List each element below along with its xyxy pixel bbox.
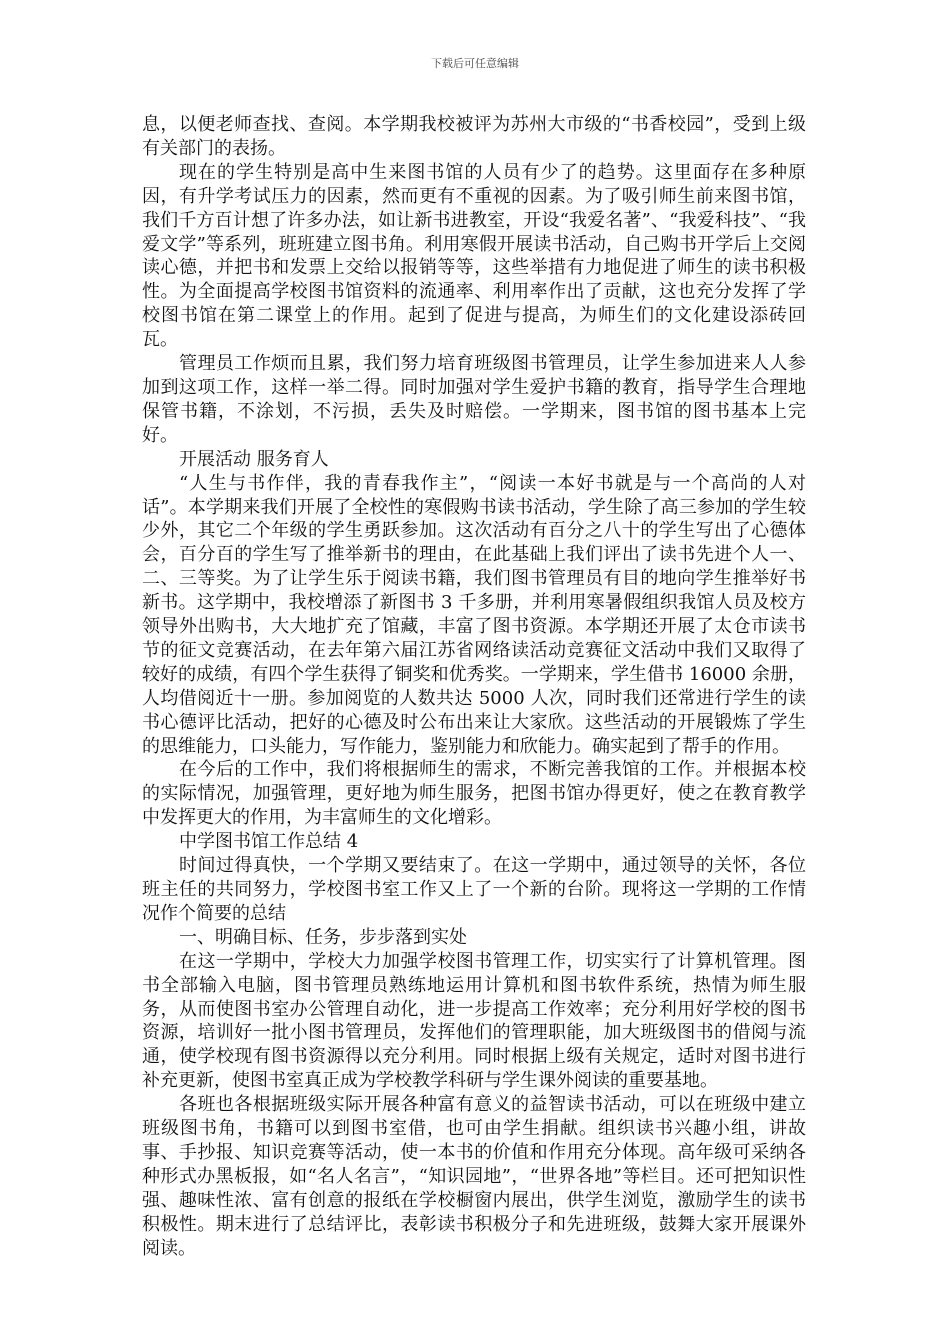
document-body [142,113,806,1261]
section-heading-activities: 开展活动 服务育人 [179,448,329,470]
paragraph-3: 管理员工作烦而且累，我们努力培育班级图书管理员，让学生参加进来人人参加到这项工作，这样一举二得。同时加强对学生爱护书籍的教育，指导学生合理地保管书籍，不涂划，不污损，丢失及时赔偿。一学期来，图书馆的图书基本上完好。 [142,353,806,446]
paragraph-7: 在这一学期中，学校大力加强学校图书管理工作，切实实行了计算机管理。图书全部输入电脑，图书管理员熟练地运用计算机和图书软件系统，热情为师生服务，从而使图书室办公管理自动化，进一步提高工作效率；充分利用好学校的图书资源，培训好一批小图书管理员，发挥他们的管理职能，加大班级图书的借阅与流通，使学校现有图书资源得以充分利用。同时根据上级有关规定，适时对图书进行补充更新，使图书室真正成为学校教学科研与学生课外阅读的重要基地。 [142,950,806,1092]
paragraph-6: 时间过得真快，一个学期又要结束了。在这一学期中，通过领导的关怀，各位班主任的共同努力，学校图书室工作又上了一个新的台阶。现将这一学期的工作情况作个简要的总结 [142,855,806,924]
paragraph-5: 在今后的工作中，我们将根据师生的需求，不断完善我馆的工作。并根据本校的实际情况，加强管理，更好地为师生服务，把图书馆办得更好，使之在教育教学中发挥更大的作用，为丰富师生的文化增彩。 [142,759,806,829]
paragraph-8: 各班也各根据班级实际开展各种富有意义的益智读书活动，可以在班级中建立班级图书角，书籍可以到图书室借，也可由学生捐献。组织读书兴趣小组，讲故事、手抄报、知识竞赛等活动，使一本书的价值和作用充分体现。高年级可采纳各种形式办黑板报，如“名人名言”，“知识园地”，“世界各地”等栏目。还可把知识性强、趣味性浓、富有创意的报纸在学校橱窗内展出，供学生浏览，激励学生的读书积极性。期末进行了总结评比，表彰读书积极分子和先进班级，鼓舞大家开展课外阅读。 [142,1094,806,1259]
paragraph-1: 息，以便老师查找、查阅。本学期我校被评为苏州大市级的“书香校园”，受到上级有关部门的表扬。 [142,114,806,159]
paragraph-2: 现在的学生特别是高中生来图书馆的人员有少了的趋势。这里面存在多种原因，有升学考试压力的因素，然而更有不重视的因素。为了吸引师生前来图书馆，我们千方百计想了许多办法，如让新书进教室，开设“我爱名著”、“我爱科技”、“我爱文学”等系列，班班建立图书角。利用寒假开展读书活动，自己购书开学后上交阅读心德，并把书和发票上交给以报销等等，这些举措有力地促进了师生的读书积极性。为全面提高学校图书馆资料的流通率、利用率作出了贡献，这也充分发挥了学校图书馆在第二课堂上的作用。起到了促进与提高，为师生们的文化建设添砖回瓦。 [142,161,806,351]
page-header: 下载后可任意编辑 [431,57,519,70]
paragraph-4: “人生与书作伴，我的青春我作主”，“阅读一本好书就是与一个高尚的人对话”。本学期来我们开展了全校性的寒假购书读书活动，学生除了高三参加的学生较少外，其它二个年级的学生勇跃参加。这次活动有百分之八十的学生写出了心德体会，百分百的学生写了推举新书的理由，在此基础上我们评出了读书先进个人一、二、三等奖。为了让学生乐于阅读书籍，我们图书管理员有目的地向学生推举好书新书。这学期中，我校增添了新图书 3 千多册，并利用寒暑假组织我馆人员及校方领导外出购书，大大地扩充了馆藏，丰富了图书资源。本学期还开展了太仓市读书节的征文竞赛活动，在去年第六届江苏省网络读活动竞赛征文活动中我们又取得了较好的成绩，有四个学生获得了铜奖和优秀奖。一学期来，学生借书 16000 余册，人均借阅近十一册。参加阅览的人数共达 5000 人次，同时我们还常进行学生的读书心德评比活动，把好的心德及时公布出来让大家欣。这些活动的开展锻炼了学生的思维能力，口头能力，写作能力，鉴别能力和欣能力。确实起到了帮手的作用。 [142,472,806,757]
section-title-summary-4: 中学图书馆工作总结 4 [179,831,359,853]
section-heading-goals: 一、明确目标、任务，步步落到实处 [179,926,467,948]
